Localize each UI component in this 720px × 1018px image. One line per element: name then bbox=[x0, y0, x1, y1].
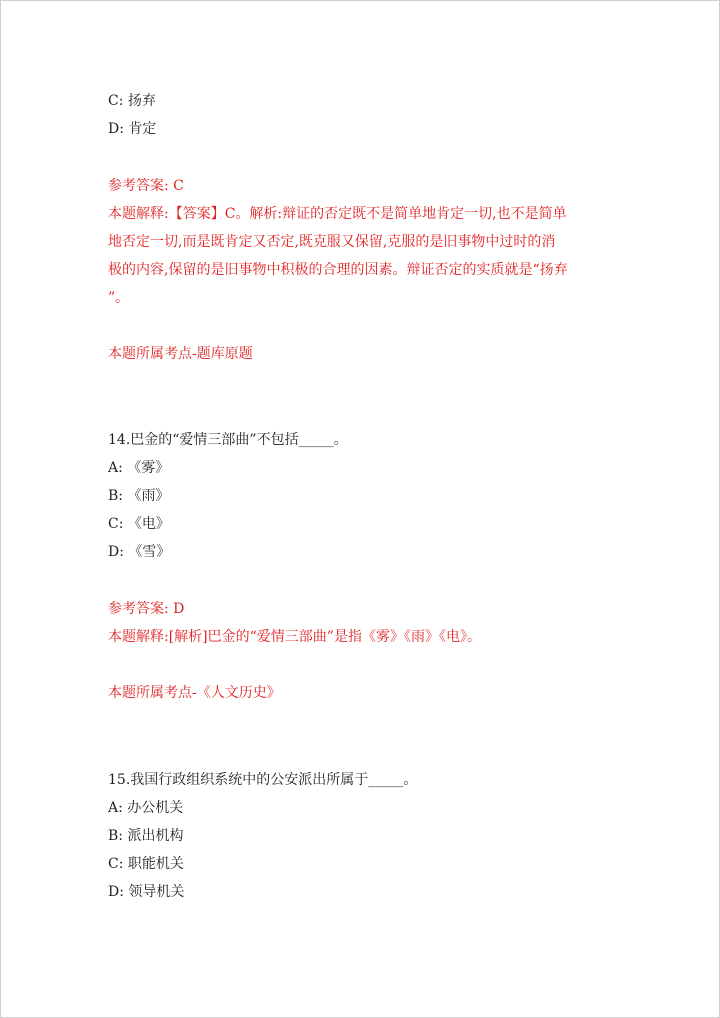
q13-topic: 本题所属考点-题库原题 bbox=[108, 346, 253, 362]
q14-question: 14.巴金的“爱情三部曲”不包括_____。 bbox=[108, 432, 348, 448]
q15-option-a: A: 办公机关 bbox=[108, 800, 184, 816]
q14-option-d: D: 《雪》 bbox=[108, 544, 171, 560]
q13-explanation bbox=[108, 200, 618, 312]
q13-option-d: D: 肯定 bbox=[108, 121, 157, 137]
q13-explanation-line-4: ”。 bbox=[108, 290, 130, 306]
q14-option-b: B: 《雨》 bbox=[108, 488, 170, 504]
q13-explanation-line-3: 极的内容,保留的是旧事物中积极的合理的因素。辩证否定的实质就是“扬弃 bbox=[108, 262, 568, 278]
q14-topic: 本题所属考点-《人文历史》 bbox=[108, 685, 281, 701]
q15-option-c: C: 职能机关 bbox=[108, 856, 184, 872]
q13-explanation-line-2: 地否定一切,而是既肯定又否定,既克服又保留,克服的是旧事物中过时的消 bbox=[108, 234, 556, 250]
q15-option-b: B: 派出机构 bbox=[108, 828, 184, 844]
q14-option-c: C: 《电》 bbox=[108, 516, 170, 532]
q14-option-a: A: 《雾》 bbox=[108, 460, 170, 476]
q13-answer: 参考答案: C bbox=[108, 178, 184, 194]
q15-question: 15.我国行政组织系统中的公安派出所属于_____。 bbox=[108, 772, 418, 788]
q14-explanation: 本题解释:[解析]巴金的“爱情三部曲”是指《雾》《雨》《电》。 bbox=[108, 629, 481, 645]
q15-option-d: D: 领导机关 bbox=[108, 884, 185, 900]
q13-explanation-line-1: 本题解释:【答案】C。解析:辩证的否定既不是简单地肯定一切,也不是简单 bbox=[108, 206, 567, 222]
q14-answer: 参考答案: D bbox=[108, 601, 185, 617]
q13-option-c: C: 扬弃 bbox=[108, 93, 156, 109]
